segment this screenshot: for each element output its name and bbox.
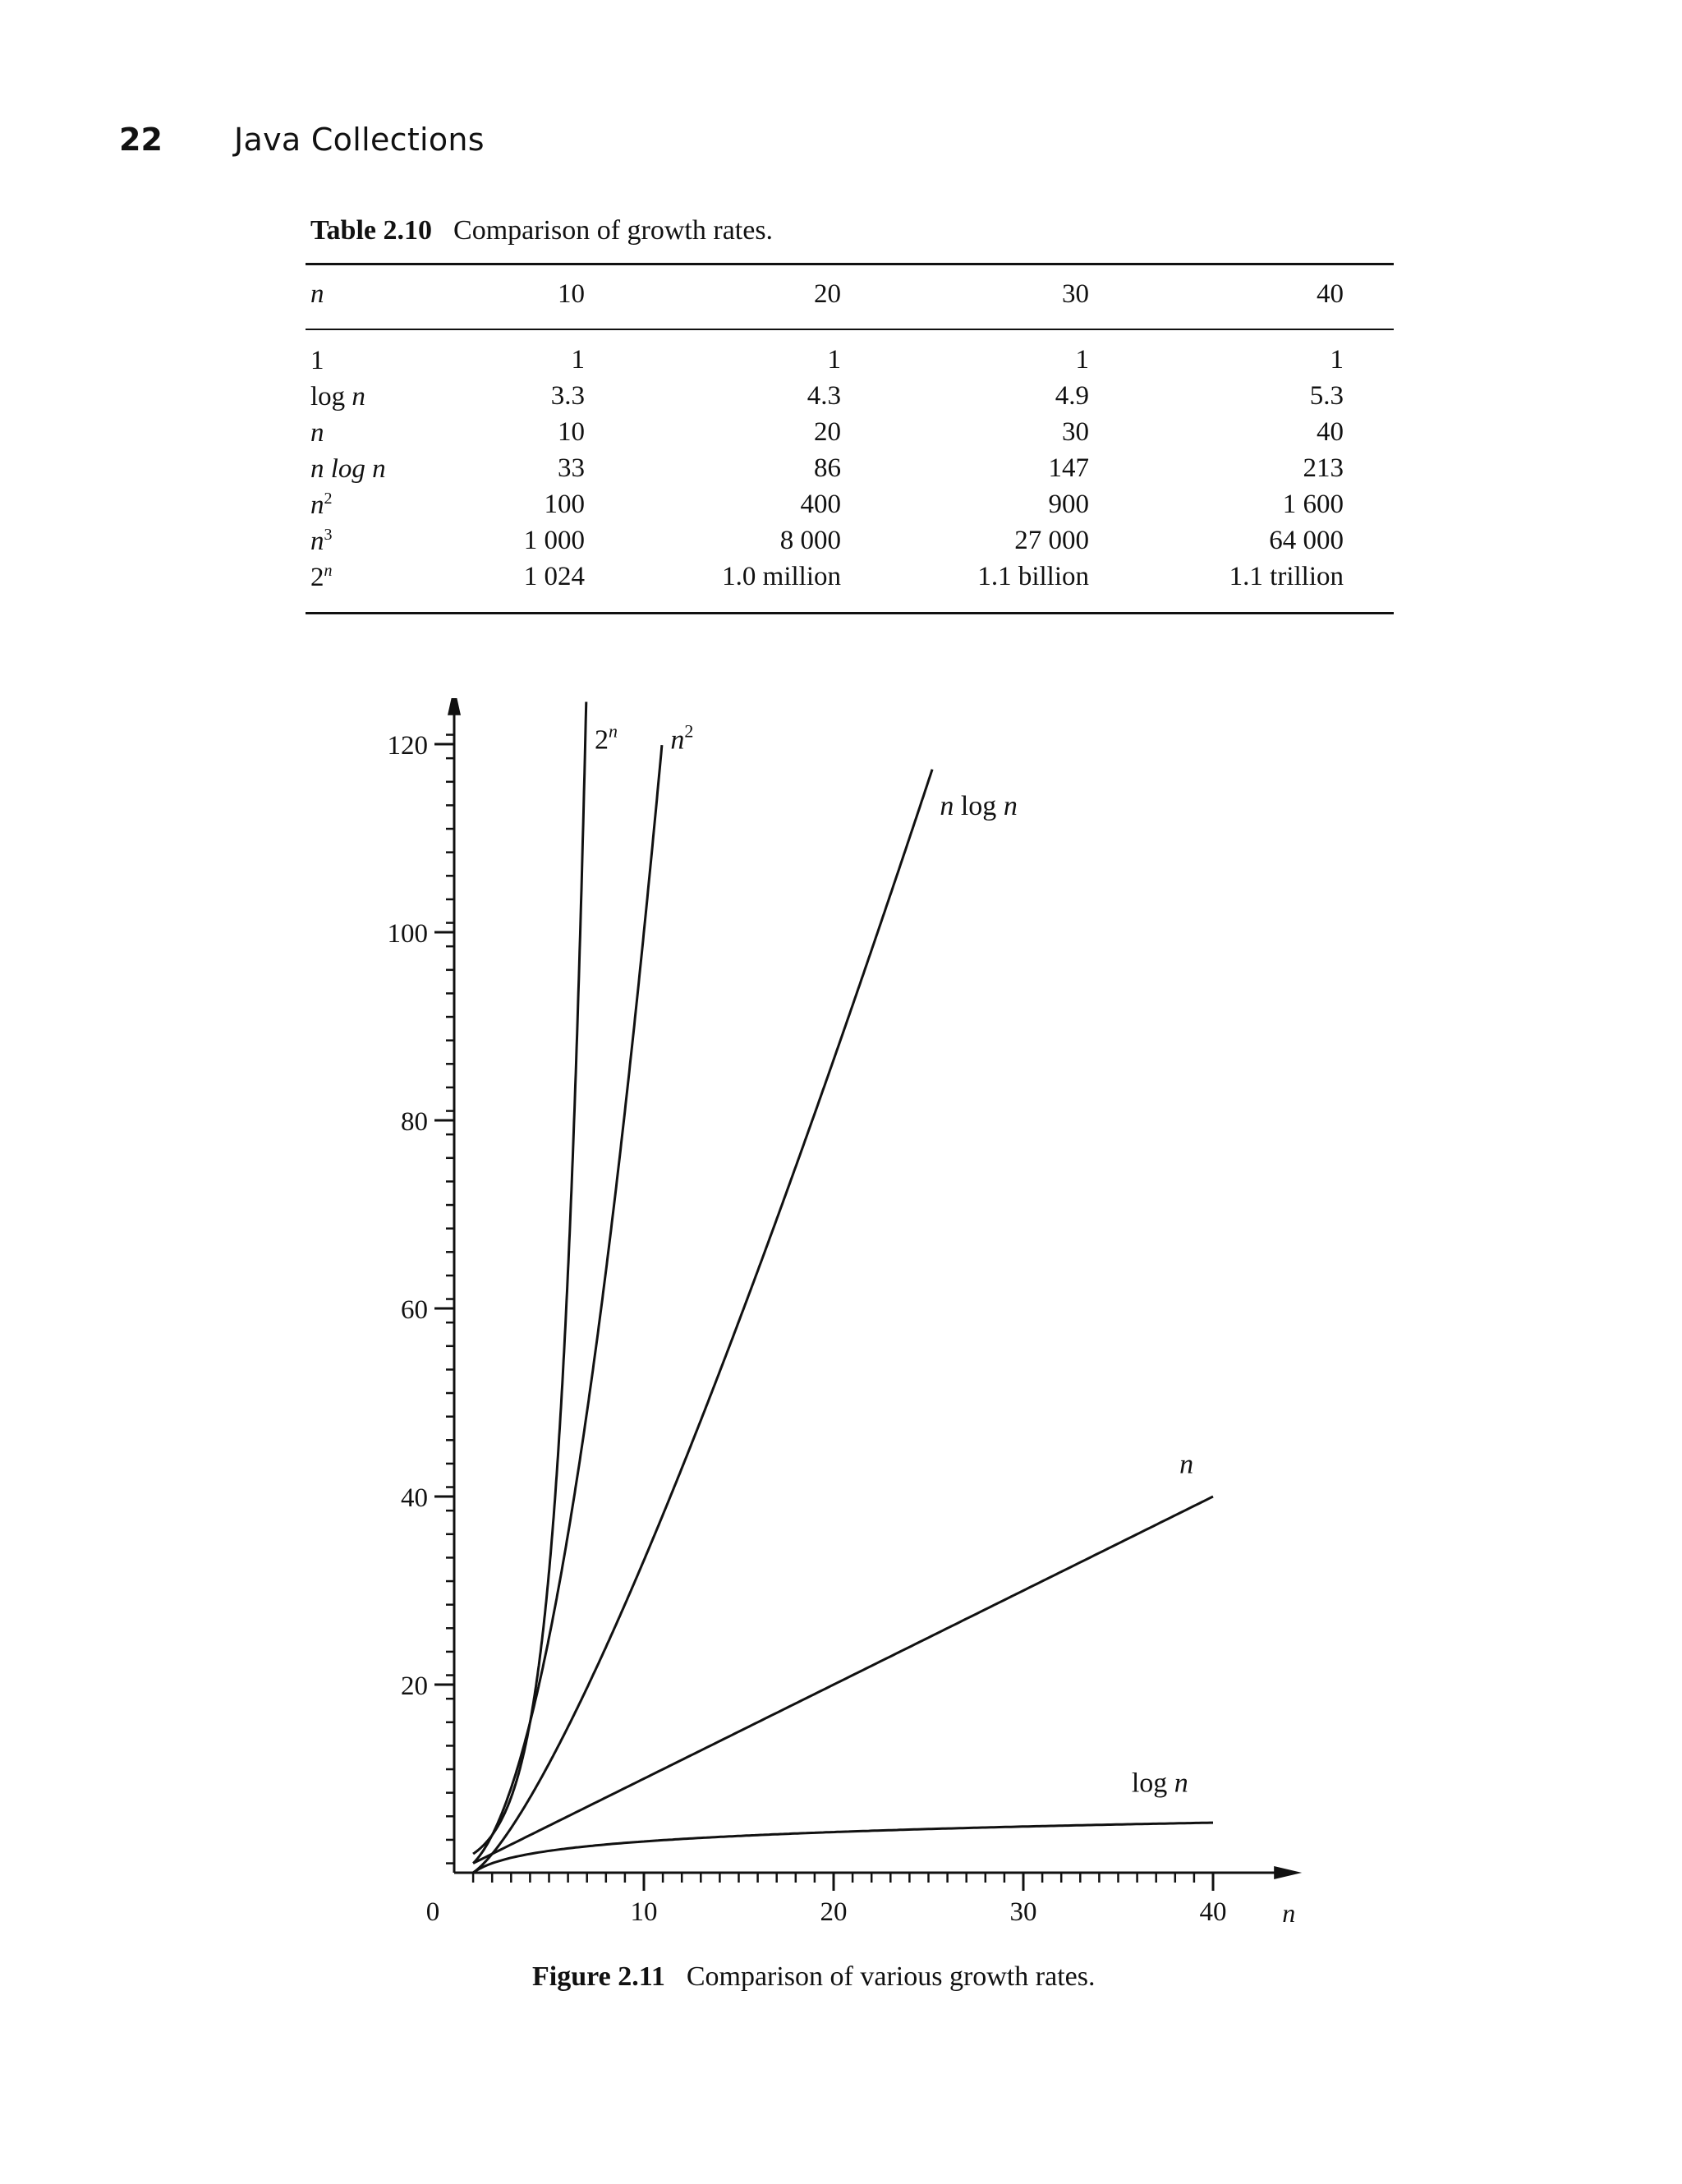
column-header: n bbox=[310, 279, 324, 309]
x-tick-label: 30 bbox=[1009, 1897, 1037, 1927]
table-row bbox=[310, 381, 1344, 417]
column-header: 30 bbox=[1062, 279, 1089, 309]
table-caption bbox=[310, 215, 773, 246]
row-label: 1 bbox=[310, 346, 324, 375]
table-row bbox=[310, 345, 1344, 381]
y-axis-arrow bbox=[448, 698, 461, 715]
series-label: log n bbox=[1131, 1768, 1188, 1799]
table-cell: 213 bbox=[1303, 453, 1344, 483]
table-row bbox=[310, 562, 1344, 598]
page-number: 22 bbox=[119, 122, 163, 158]
column-header: 10 bbox=[558, 279, 585, 309]
table-cell: 1 024 bbox=[523, 562, 585, 591]
table-cell: 100 bbox=[544, 490, 585, 519]
figure-caption-text: Comparison of various growth rates. bbox=[686, 1961, 1096, 1992]
x-axis-arrow bbox=[1274, 1866, 1302, 1879]
x-tick-label: 20 bbox=[820, 1897, 848, 1927]
table-cell: 147 bbox=[1048, 453, 1089, 483]
table-cell: 4.3 bbox=[807, 381, 841, 411]
table-cell: 27 000 bbox=[1014, 526, 1089, 555]
table-cell: 10 bbox=[558, 417, 585, 447]
table-caption-text: Comparison of growth rates. bbox=[453, 215, 774, 246]
table-row bbox=[310, 417, 1344, 453]
table-row bbox=[310, 526, 1344, 562]
table-cell: 1.0 million bbox=[722, 562, 841, 591]
figure-label: Figure 2.11 bbox=[532, 1961, 665, 1992]
series-line-pow2 bbox=[473, 702, 586, 1855]
y-tick-label: 60 bbox=[401, 1295, 428, 1325]
row-label: n log n bbox=[310, 454, 386, 484]
table-cell: 900 bbox=[1048, 490, 1089, 519]
column-header: 40 bbox=[1317, 279, 1344, 309]
y-tick-label: 80 bbox=[401, 1107, 428, 1137]
table-cell: 3.3 bbox=[550, 381, 585, 411]
row-label: 2$^n$ bbox=[310, 562, 333, 592]
table-cell: 8 000 bbox=[779, 526, 841, 555]
table-cell: 20 bbox=[814, 417, 841, 447]
table-cell: 1 bbox=[1330, 345, 1344, 375]
y-tick-label: 40 bbox=[401, 1483, 428, 1513]
column-header: 20 bbox=[814, 279, 841, 309]
running-title: Java Collections bbox=[234, 122, 485, 158]
table-header-row bbox=[310, 279, 1344, 312]
series-label: 2$^n$ bbox=[594, 720, 618, 756]
y-tick-label: 100 bbox=[387, 919, 428, 949]
x-tick-label: 0 bbox=[425, 1897, 440, 1927]
table-header-rule bbox=[306, 329, 1394, 330]
row-label: $n^2$ bbox=[310, 490, 333, 520]
row-label: log n bbox=[310, 382, 365, 412]
table-cell: 86 bbox=[814, 453, 841, 483]
table-cell: 4.9 bbox=[1055, 381, 1089, 411]
x-tick-label: 10 bbox=[630, 1897, 658, 1927]
table-body bbox=[310, 345, 1344, 598]
row-label: $n^3$ bbox=[310, 526, 333, 556]
table-label: Table 2.10 bbox=[310, 215, 433, 246]
table-cell: 1 bbox=[571, 345, 585, 375]
table-row bbox=[310, 453, 1344, 490]
table-cell: 1.1 trillion bbox=[1229, 562, 1344, 591]
table-cell: 40 bbox=[1317, 417, 1344, 447]
series-label: n bbox=[1179, 1449, 1194, 1480]
table-cell: 33 bbox=[558, 453, 585, 483]
table-top-rule bbox=[306, 263, 1394, 265]
table-cell: 1.1 billion bbox=[977, 562, 1089, 591]
x-tick-label: 40 bbox=[1199, 1897, 1227, 1927]
figure-caption bbox=[532, 1961, 1095, 1993]
y-tick-label: 120 bbox=[387, 731, 428, 761]
series-label: n log n bbox=[940, 790, 1018, 821]
series-label: $n^2$ bbox=[670, 720, 694, 756]
growth-rate-chart bbox=[361, 698, 1355, 1947]
y-tick-label: 20 bbox=[401, 1671, 428, 1701]
series-line-log2 bbox=[473, 1823, 1213, 1873]
table-cell: 1 000 bbox=[523, 526, 585, 555]
x-axis-label: n bbox=[1282, 1898, 1296, 1928]
table-row bbox=[310, 490, 1344, 526]
table-cell: 1 600 bbox=[1282, 490, 1344, 519]
table-bottom-rule bbox=[306, 612, 1394, 614]
table-cell: 64 000 bbox=[1269, 526, 1344, 555]
table-cell: 5.3 bbox=[1309, 381, 1344, 411]
table-cell: 400 bbox=[800, 490, 841, 519]
table-cell: 30 bbox=[1062, 417, 1089, 447]
table-cell: 1 bbox=[827, 345, 841, 375]
series-line-linear bbox=[473, 1497, 1213, 1864]
row-label: n bbox=[310, 418, 324, 448]
table-cell: 1 bbox=[1075, 345, 1089, 375]
series-line-nlogn bbox=[473, 770, 932, 1873]
